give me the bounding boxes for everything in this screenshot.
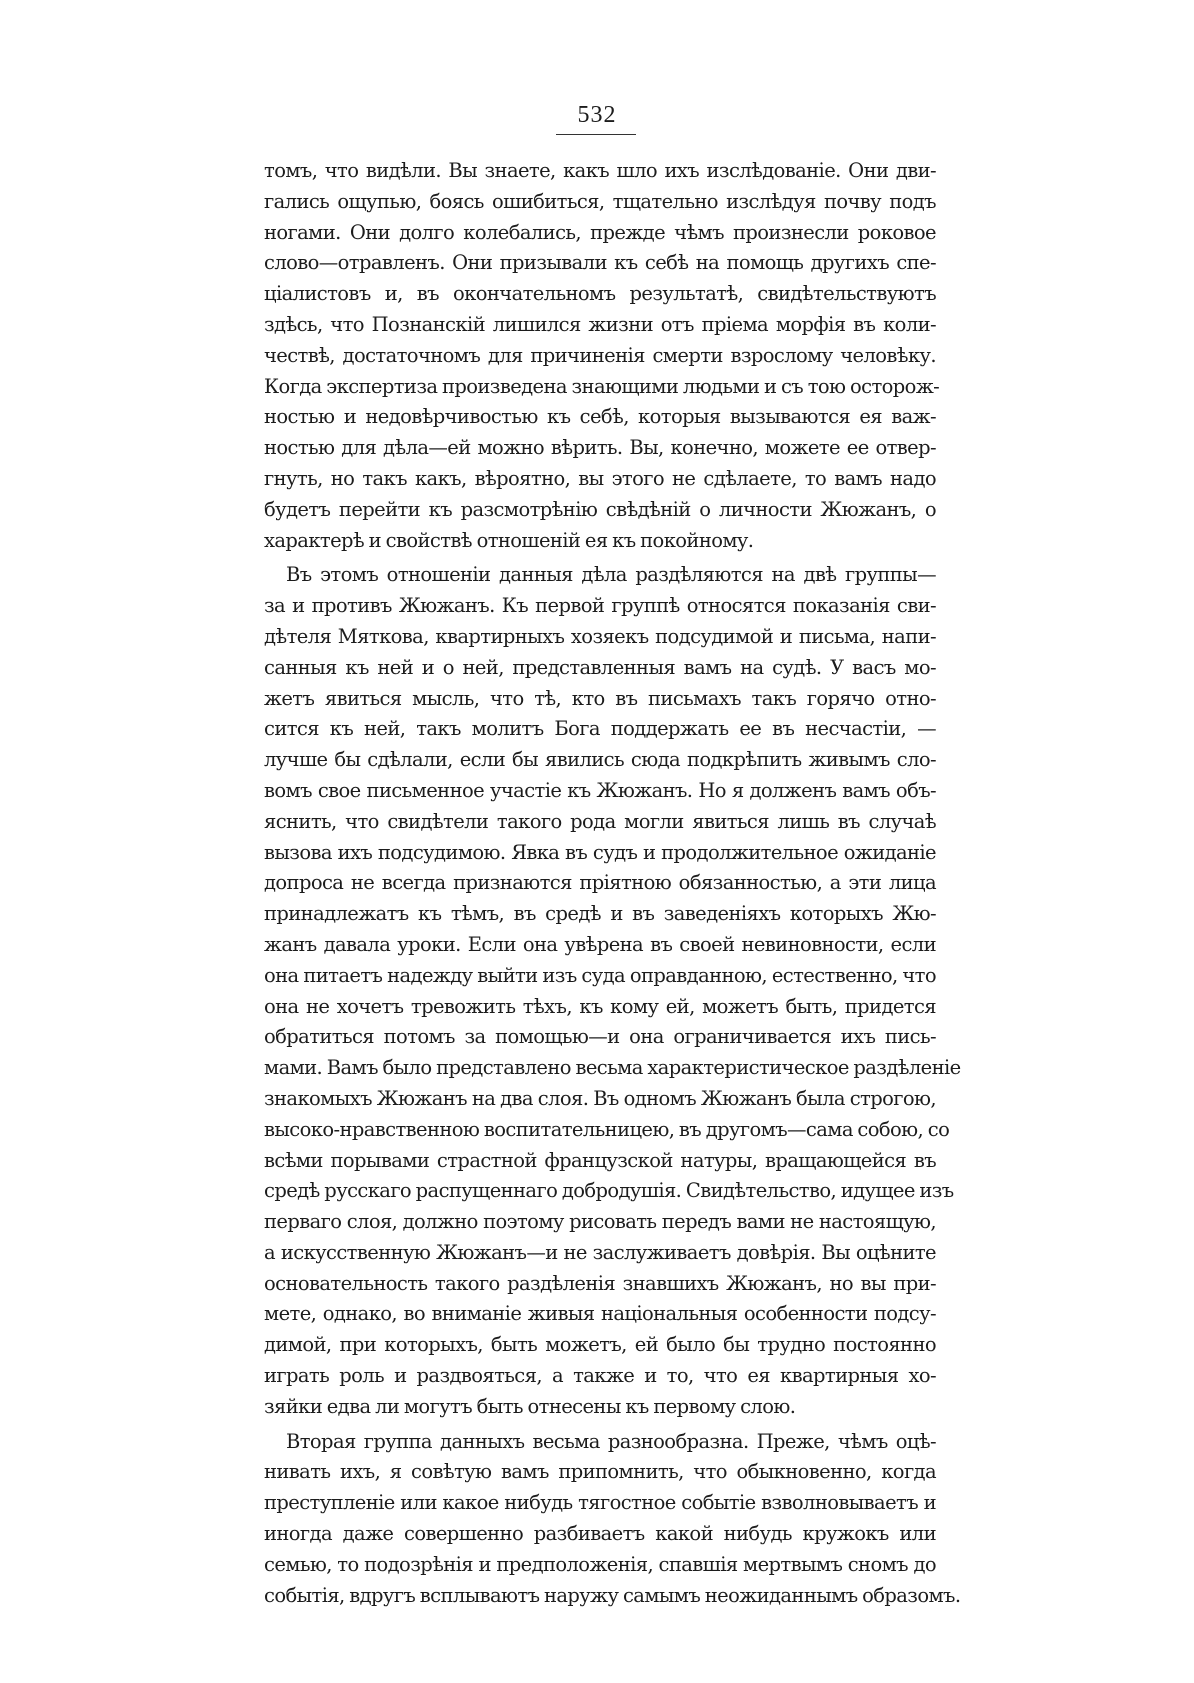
text-line: ностью для дѣла—ей можно вѣрить. Вы, конечно, можете ее отвер- bbox=[264, 436, 936, 460]
text-line: томъ, что видѣли. Вы знаете, какъ шло ихъ изслѣдованіе. Они дви- bbox=[264, 159, 936, 182]
text-line: средѣ русскаго распущеннаго добродушія. Свидѣтельство, идущее изъ bbox=[264, 1179, 954, 1203]
text-line: жанъ давала уроки. Если она увѣрена въ своей невиновности, если bbox=[264, 932, 936, 956]
text-line: мете, однако, во вниманіе живыя національныя особенности подсу- bbox=[264, 1302, 936, 1326]
text-line: она не хочетъ тревожить тѣхъ, къ кому ей, можетъ быть, придется bbox=[264, 994, 936, 1018]
paragraph-2 bbox=[264, 560, 961, 1422]
text-line: ціалистовъ и, въ окончательномъ результатѣ, свидѣтельствуютъ bbox=[264, 282, 936, 306]
paragraph-1 bbox=[264, 156, 940, 556]
body-text bbox=[264, 156, 961, 1611]
text-line: будетъ перейти къ разсмотрѣнію свѣдѣній о личности Жюжанъ, о bbox=[264, 497, 936, 521]
text-line: вызова ихъ подсудимою. Явка въ судъ и продолжительное ожиданіе bbox=[264, 840, 936, 864]
text-line: жетъ явиться мысль, что тѣ, кто въ письмахъ такъ горячо отно- bbox=[264, 686, 936, 710]
page-number: 532 bbox=[577, 102, 617, 128]
text-line: характерѣ и свойствѣ отношеній ея къ покойному. bbox=[264, 528, 754, 552]
text-line: допроса не всегда признаются пріятною обязанностью, а эти лица bbox=[264, 871, 936, 895]
text-line: здѣсь, что Познанскій лишился жизни отъ пріема морфія въ коли- bbox=[264, 312, 936, 336]
text-line: принадлежатъ къ тѣмъ, въ средѣ и въ заведеніяхъ которыхъ Жю- bbox=[264, 902, 936, 926]
paragraph-3 bbox=[264, 1427, 961, 1612]
text-line: Когда экспертиза произведена знающими людьми и съ тою осторож- bbox=[264, 374, 940, 398]
text-line: слово—отравленъ. Они призывали къ себѣ на помощь другихъ спе- bbox=[264, 251, 936, 275]
text-line: гнуть, но такъ какъ, вѣроятно, вы этого не сдѣлаете, то вамъ надо bbox=[264, 466, 936, 490]
text-line: знакомыхъ Жюжанъ на два слоя. Въ одномъ Жюжанъ была строгою, bbox=[264, 1086, 936, 1110]
text-line: всѣми порывами страстной французской натуры, вращающейся въ bbox=[264, 1148, 936, 1172]
text-line: высоко-нравственною воспитательницею, въ другомъ—сама собою, со bbox=[264, 1117, 950, 1141]
text-line: а искусственную Жюжанъ—и не заслуживаетъ довѣрія. Вы оцѣните bbox=[264, 1240, 936, 1264]
text-line: играть роль и раздвояться, а также и то, что ея квартирныя хо- bbox=[264, 1364, 936, 1388]
text-line: лучше бы сдѣлали, если бы явились сюда подкрѣпить живымъ сло- bbox=[264, 748, 936, 772]
text-line: ностью и недовѣрчивостью къ себѣ, которыя вызываются ея важ- bbox=[264, 405, 936, 429]
text-line: зяйки едва ли могутъ быть отнесены къ первому слою. bbox=[264, 1394, 796, 1418]
text-line: Въ этомъ отношеніи данныя дѣла раздѣляются на двѣ группы— bbox=[286, 563, 936, 587]
text-line: чествѣ, достаточномъ для причиненія смерти взрослому человѣку. bbox=[264, 343, 936, 367]
text-line: иногда даже совершенно разбиваетъ какой нибудь кружокъ или bbox=[264, 1522, 936, 1546]
text-line: санныя къ ней и о ней, представленныя вамъ на судѣ. У васъ мо- bbox=[264, 655, 936, 679]
text-line: мами. Вамъ было представлено весьма характеристическое раздѣленіе bbox=[264, 1056, 961, 1080]
text-line: димой, при которыхъ, быть можетъ, ей было бы трудно постоянно bbox=[264, 1333, 936, 1357]
text-line: семью, то подозрѣнія и предположенія, спавшія мертвымъ сномъ до bbox=[264, 1552, 936, 1576]
text-line: Вторая группа данныхъ весьма разнообразна. Преже, чѣмъ оцѣ- bbox=[286, 1429, 936, 1453]
text-line: основательность такого раздѣленія знавшихъ Жюжанъ, но вы при- bbox=[264, 1271, 936, 1295]
text-line: преступленіе или какое нибудь тягостное событіе взволновываетъ и bbox=[264, 1491, 936, 1515]
text-line: ногами. Они долго колебались, прежде чѣмъ произнесли роковое bbox=[264, 220, 936, 244]
text-line: обратиться потомъ за помощью—и она ограничивается ихъ пись- bbox=[264, 1025, 936, 1049]
text-line: дѣтеля Мяткова, квартирныхъ хозяекъ подсудимой и письма, напи- bbox=[264, 624, 936, 648]
text-line: гались ощупью, боясь ошибиться, тщательно изслѣдуя почву подъ bbox=[264, 189, 936, 213]
text-line: яснить, что свидѣтели такого рода могли явиться лишь въ случаѣ bbox=[264, 809, 936, 833]
page-number-rule bbox=[556, 134, 636, 135]
text-line: событія, вдругъ всплываютъ наружу самымъ неожиданнымъ образомъ. bbox=[264, 1583, 961, 1607]
text-line: за и противъ Жюжанъ. Къ первой группѣ относятся показанія сви- bbox=[264, 594, 936, 618]
text-line: нивать ихъ, я совѣтую вамъ припомнить, что обыкновенно, когда bbox=[264, 1460, 936, 1484]
text-line: она питаетъ надежду выйти изъ суда оправданною, естественно, что bbox=[264, 963, 936, 987]
text-line: сится къ ней, такъ молитъ Бога поддержать ее въ несчастіи, — bbox=[264, 717, 936, 741]
text-line: перваго слоя, должно поэтому рисовать передъ вами не настоящую, bbox=[264, 1210, 936, 1234]
text-line: вомъ свое письменное участіе къ Жюжанъ. Но я долженъ вамъ объ- bbox=[264, 778, 936, 802]
